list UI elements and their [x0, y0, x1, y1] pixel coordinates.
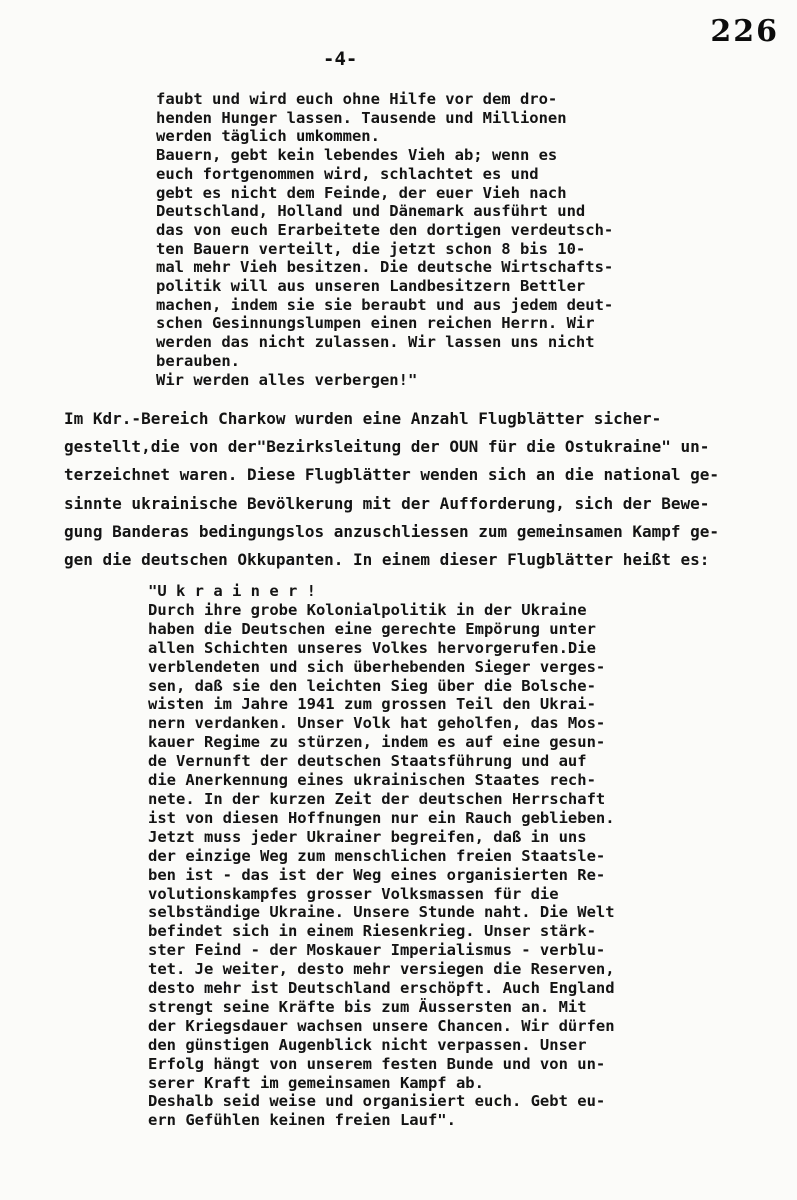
text-line: Deutschland, Holland und Dänemark ausführt und	[156, 202, 586, 221]
leaflet-quote-ukrainer	[148, 582, 748, 1130]
text-line: de Vernunft der deutschen Staatsführung und auf	[148, 752, 587, 771]
text-line: schen Gesinnungslumpen einen reichen Herrn. Wir	[156, 314, 595, 333]
text-line: sinnte ukrainische Bevölkerung mit der Aufforderung, sich der Bewe-	[64, 493, 710, 513]
text-line: ern Gefühlen keinen freien Lauf".	[148, 1111, 456, 1130]
text-line: gen die deutschen Okkupanten. In einem dieser Flugblätter heißt es:	[64, 550, 710, 570]
text-line: den günstigen Augenblick nicht verpassen. Unser	[148, 1035, 587, 1054]
text-line: kauer Regime zu stürzen, indem es auf eine gesun-	[148, 733, 606, 752]
text-line: mal mehr Vieh besitzen. Die deutsche Wirtschafts-	[156, 258, 614, 277]
text-line: Deshalb seid weise und organisiert euch. Gebt eu-	[148, 1092, 606, 1111]
text-line: henden Hunger lassen. Tausende und Millionen	[156, 108, 567, 127]
text-line: berauben.	[156, 351, 240, 370]
text-line: serer Kraft im gemeinsamen Kampf ab.	[148, 1073, 484, 1092]
text-line: Im Kdr.-Bereich Charkow wurden eine Anzahl Flugblätter sicher-	[64, 409, 662, 428]
text-line: ster Feind - der Moskauer Imperialismus - verblu-	[148, 941, 606, 960]
text-line: gung Banderas bedingungslos anzuschliessen zum gemeinsamen Kampf ge-	[64, 521, 720, 541]
text-line: Erfolg hängt von unserem festen Bunde und von un-	[148, 1054, 606, 1073]
text-line: das von euch Erarbeitete den dortigen verdeutsch-	[156, 220, 614, 239]
text-line: werden täglich umkommen.	[156, 127, 380, 146]
text-line: "U k r a i n e r !	[148, 582, 316, 600]
text-line: gebt es nicht dem Feinde, der euer Vieh nach	[156, 183, 567, 202]
text-line: nern verdanken. Unser Volk hat geholfen, das Mos-	[148, 714, 606, 733]
text-line: allen Schichten unseres Volkes hervorgerufen.Die	[148, 638, 596, 657]
text-line: nete. In der kurzen Zeit der deutschen Herrschaft	[148, 789, 606, 808]
text-line: selbständige Ukraine. Unsere Stunde naht. Die Welt	[148, 903, 615, 922]
report-paragraph	[64, 405, 784, 574]
text-line: befindet sich in einem Riesenkrieg. Unser stärk-	[148, 922, 596, 941]
text-line: machen, indem sie sie beraubt und aus jedem deut-	[156, 295, 614, 314]
text-line: faubt und wird euch ohne Hilfe vor dem dro-	[156, 90, 558, 108]
text-line: desto mehr ist Deutschland erschöpft. Auch England	[148, 979, 615, 998]
text-line: werden das nicht zulassen. Wir lassen uns nicht	[156, 333, 595, 352]
text-line: der einzige Weg zum menschlichen freien Staatsle-	[148, 846, 606, 865]
text-line: ben ist - das ist der Weg eines organisierten Re-	[148, 865, 606, 884]
text-line: Durch ihre grobe Kolonialpolitik in der Ukraine	[148, 600, 587, 619]
text-line: ist von diesen Hoffnungen nur ein Rauch geblieben.	[148, 808, 615, 827]
text-line: Wir werden alles verbergen!"	[156, 370, 418, 389]
text-line: politik will aus unseren Landbesitzern Bettler	[156, 277, 586, 296]
text-line: volutionskampfes grosser Volksmassen für die	[148, 884, 559, 903]
quoted-leaflet-excerpt	[156, 90, 696, 389]
text-line: sen, daß sie den leichten Sieg über die Bolsche-	[148, 676, 596, 695]
text-line: tet. Je weiter, desto mehr versiegen die Reserven,	[148, 960, 615, 979]
text-line: wisten im Jahre 1941 zum grossen Teil den Ukrai-	[148, 695, 596, 714]
folio-number: 226	[710, 14, 779, 49]
text-line: terzeichnet waren. Diese Flugblätter wenden sich an die national ge-	[64, 465, 720, 485]
text-line: ten Bauern verteilt, die jetzt schon 8 bis 10-	[156, 239, 586, 258]
page-number: -4-	[323, 48, 358, 70]
text-line: Jetzt muss jeder Ukrainer begreifen, daß in uns	[148, 827, 587, 846]
text-line: der Kriegsdauer wachsen unsere Chancen. Wir dürfen	[148, 1016, 615, 1035]
text-line: haben die Deutschen eine gerechte Empörung unter	[148, 619, 596, 638]
text-line: euch fortgenommen wird, schlachtet es und	[156, 164, 539, 183]
text-line: Bauern, gebt kein lebendes Vieh ab; wenn es	[156, 146, 558, 165]
text-line: gestellt,die von der"Bezirksleitung der OUN für die Ostukraine" un-	[64, 437, 710, 457]
text-line: die Anerkennung eines ukrainischen Staates rech-	[148, 771, 596, 790]
text-line: strengt seine Kräfte bis zum Äussersten an. Mit	[148, 997, 587, 1016]
text-line: verblendeten und sich überhebenden Sieger verges-	[148, 657, 606, 676]
